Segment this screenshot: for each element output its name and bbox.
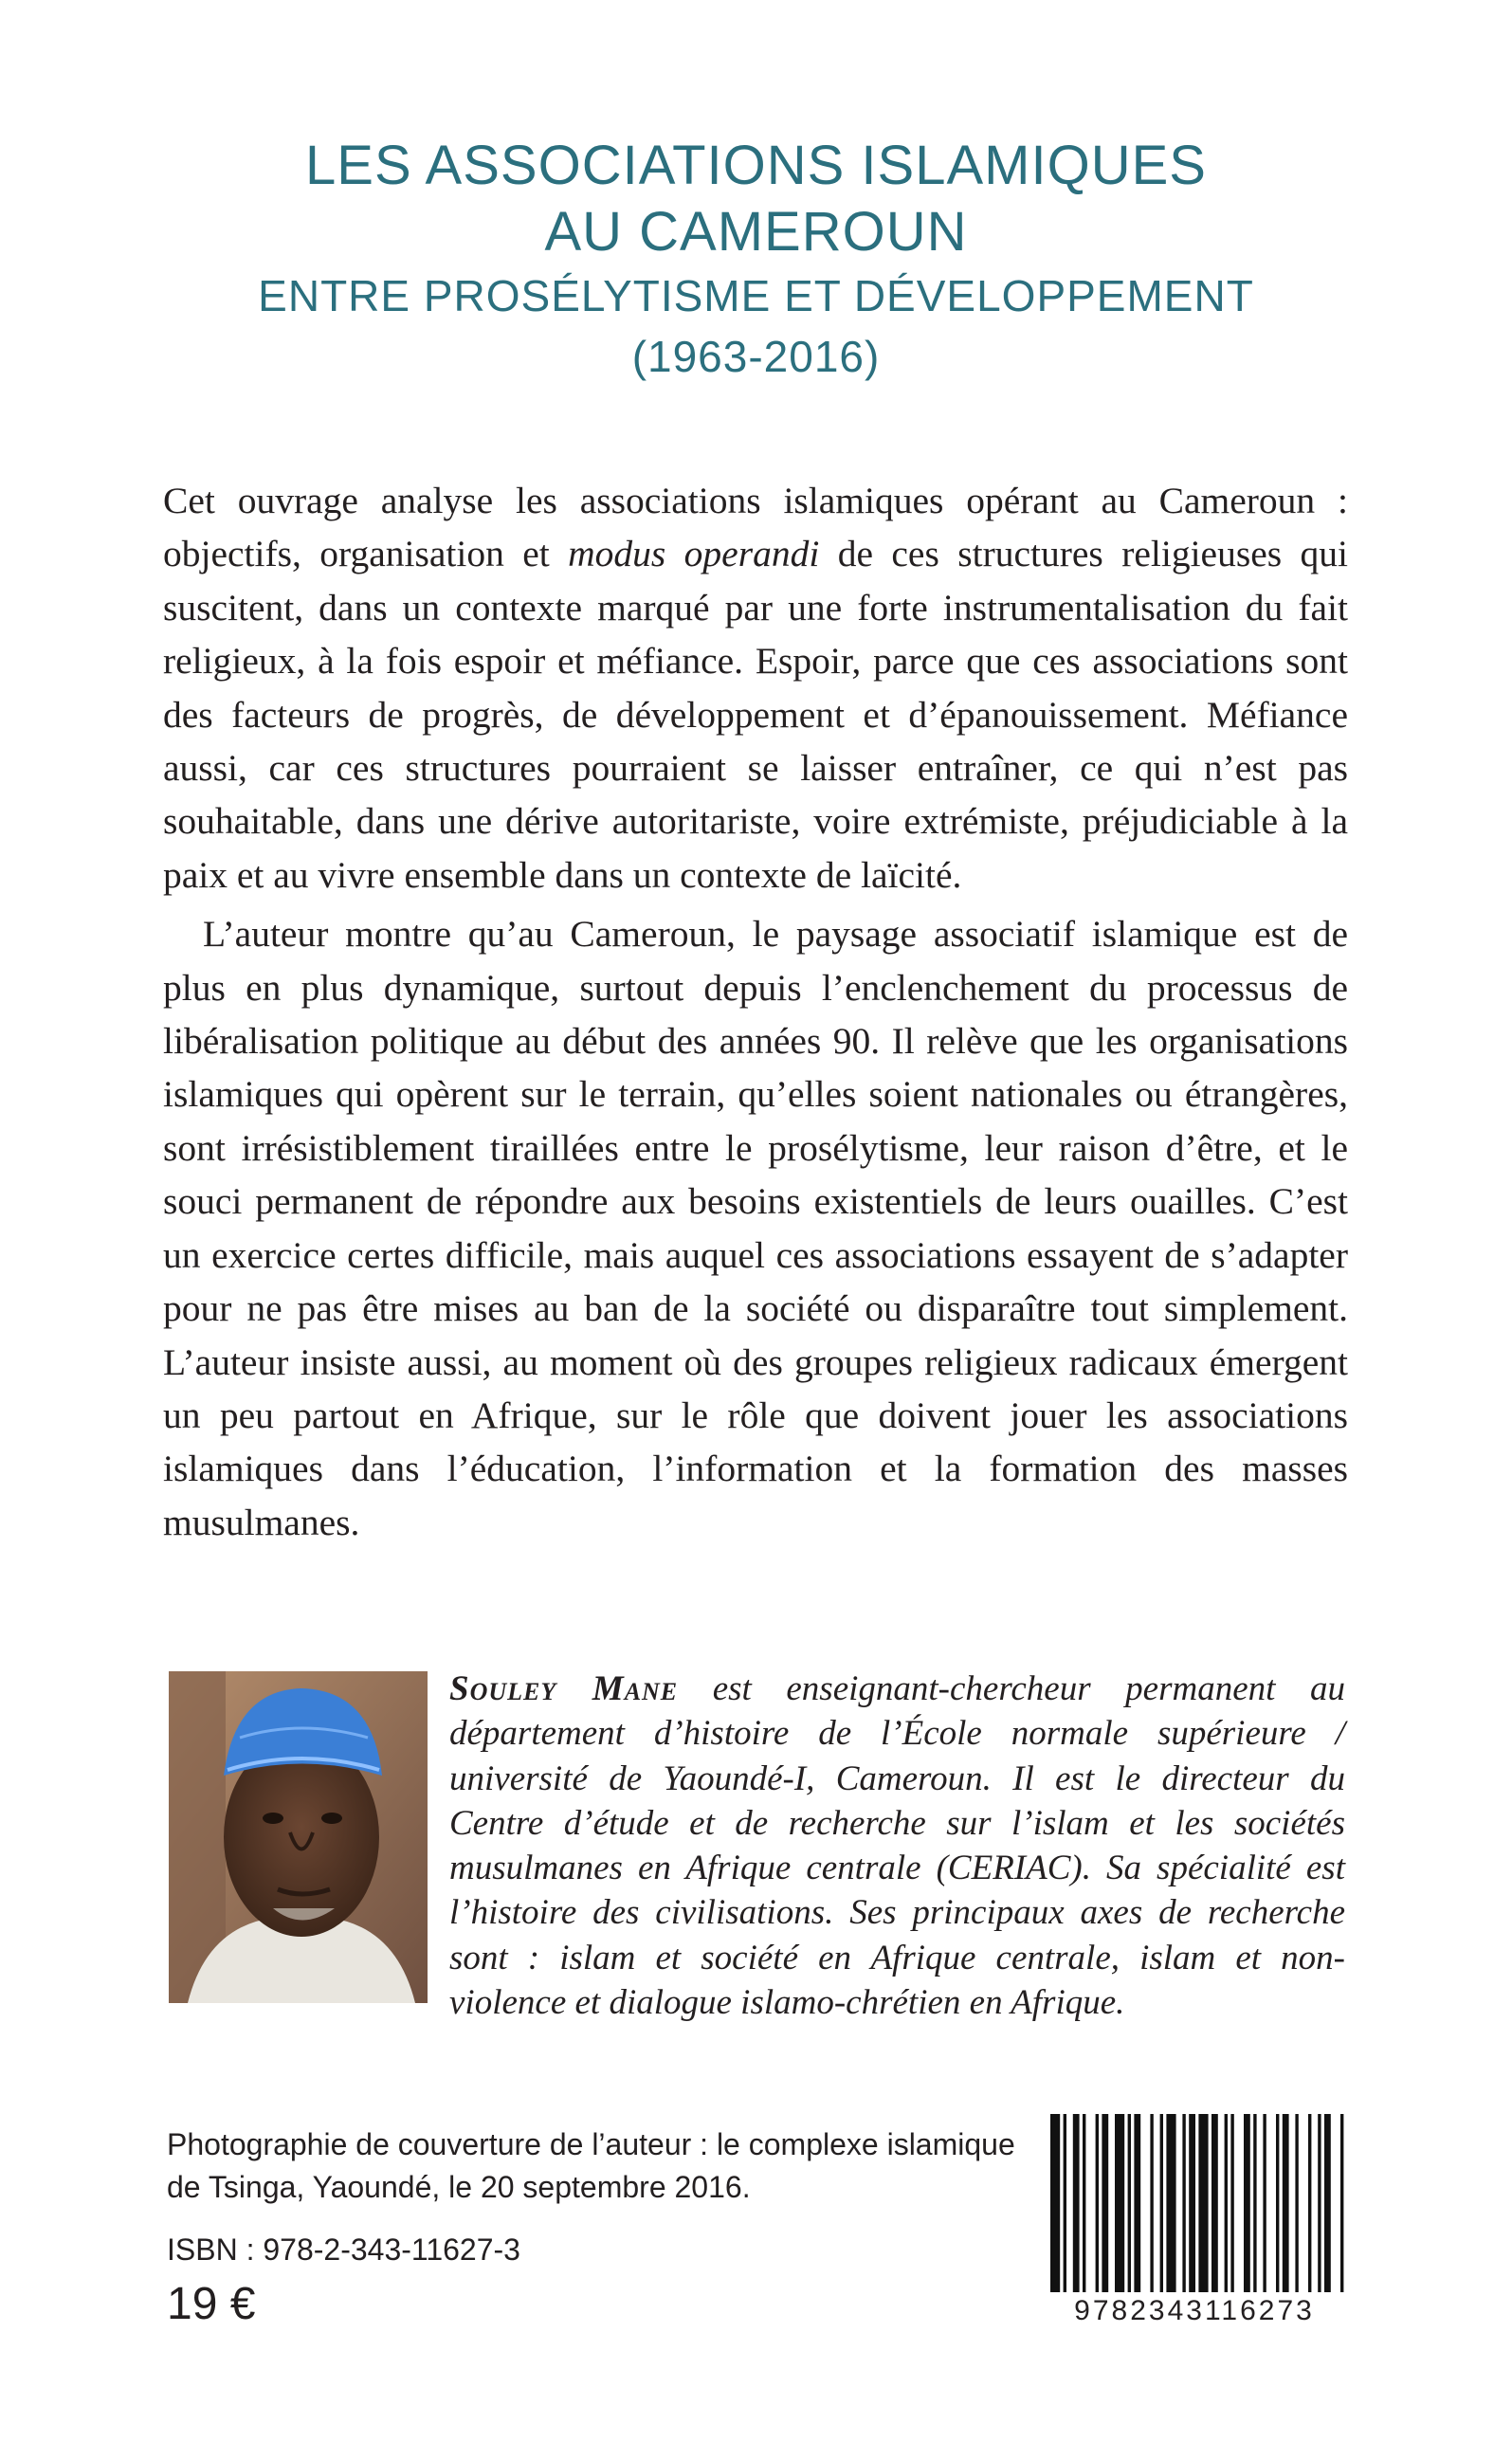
barcode-bar [1283,2114,1289,2323]
summary-p1-italic: modus operandi [568,533,820,575]
barcode-bar [1189,2114,1195,2323]
author-portrait-image [169,1671,428,2003]
barcode-bar [1230,2114,1233,2323]
barcode-bar [1050,2114,1060,2323]
barcode-bar [1115,2114,1124,2323]
barcode-bar [1198,2114,1208,2323]
book-title-line1: LES ASSOCIATIONS ISLAMIQUES [305,135,1207,196]
summary-p1-end: de ces structures religieuses qui suscitent, dans un contexte marqué par une forte instrumentalisation du fait religieux, à la fois espoir et méfiance. Espoir, parce que ces associations sont des facteurs de progrès, de développement et d’épanouissement. Méfiance aussi, car ces structures pourraient se laisser entraîner, ce qui n’est pas souhaitable, dans une dérive autoritariste, voire extrémiste, préjudiciable à la paix et au vivre ensemble dans un contexte de laïcité. [163,533,1348,896]
barcode-bar [1134,2114,1140,2323]
back-cover-summary [163,474,1348,1549]
cover-photo-credit: Photographie de couverture de l’auteur : le complexe islamique de Tsinga, Yaoundé, le 20 septembre 2016. [167,2127,1015,2204]
price: 19 € [167,2279,256,2329]
barcode-digits: 9782343116273 [1033,2292,1356,2330]
barcode-bar [1096,2114,1099,2323]
barcode-bar [1211,2114,1218,2323]
author-name: Souley Mane [449,1669,679,1708]
barcode-bar [1225,2114,1228,2323]
barcode-bar [1073,2114,1080,2323]
author-photo [169,1671,428,2003]
barcode-bar [1128,2114,1131,2323]
book-title-line2: AU CAMEROUN [544,201,968,263]
cover-title-block [0,133,1512,387]
barcode-bar [1308,2114,1311,2323]
book-years: (1963-2016) [631,332,881,381]
barcode-bar [1102,2114,1108,2323]
summary-paragraph-1 [163,474,1348,902]
barcode-bar [1083,2114,1085,2323]
barcode-bar [1276,2114,1279,2323]
barcode-bar [1295,2114,1298,2323]
author-bio-text: est enseignant-chercheur permanent au département d’histoire de l’École normale supérieure / université de Yaoundé-I, Cameroun. Il est le directeur du Centre d’étude et de recherche sur l’islam et les sociétés musulmanes en Afrique centrale (CERIAC). Sa spécialité est l’histoire des civilisations. Ses principaux axes de recherche sont : islam et société en Afrique centrale, islam et non-violence et dialogue islamo-chrétien en Afrique. [449,1669,1345,2023]
barcode-bar [1340,2114,1343,2323]
book-subtitle: ENTRE PROSÉLYTISME ET DÉVELOPPEMENT [258,271,1254,320]
barcode-bar [1182,2114,1185,2323]
barcode-bar [1318,2114,1321,2323]
isbn: ISBN : 978-2-343-11627-3 [167,2232,520,2267]
barcode-bar [1150,2114,1153,2323]
summary-p1-start: Cet ouvrage analyse les associations islamiques opérant au Cameroun : objectifs, organisation et [163,480,1348,575]
barcode-bar [1263,2114,1266,2323]
barcode-bar [1253,2114,1256,2323]
barcode-bar [1166,2114,1175,2323]
summary-paragraph-2: L’auteur montre qu’au Cameroun, le paysage associatif islamique est de plus en plus dynamique, surtout depuis l’enclenchement du processus de libéralisation politique au début des années 90. Il relève que les organisations islamiques qui opèrent sur le terrain, qu’elles soient nationales ou étrangères, sont irrésistiblement tiraillées entre le prosélytisme, leur raison d’être, et le souci permanent de répondre aux besoins existentiels de leurs ouailles. C’est un exercice certes difficile, mais auquel ces associations essayent de s’adapter pour ne pas être mises au ban de la société ou disparaître tout simplement. L’auteur insiste aussi, au moment où des groupes religieux radicaux émergent un peu partout en Afrique, sur le rôle que doivent jouer les associations islamiques dans l’éducation, l’information et la formation des masses musulmanes. [163,913,1348,1543]
barcode-bar [1244,2114,1250,2323]
barcode-bar [1064,2114,1066,2323]
author-bio [449,1667,1345,2025]
barcode-bar [1160,2114,1163,2323]
barcode-bar [1324,2114,1331,2323]
